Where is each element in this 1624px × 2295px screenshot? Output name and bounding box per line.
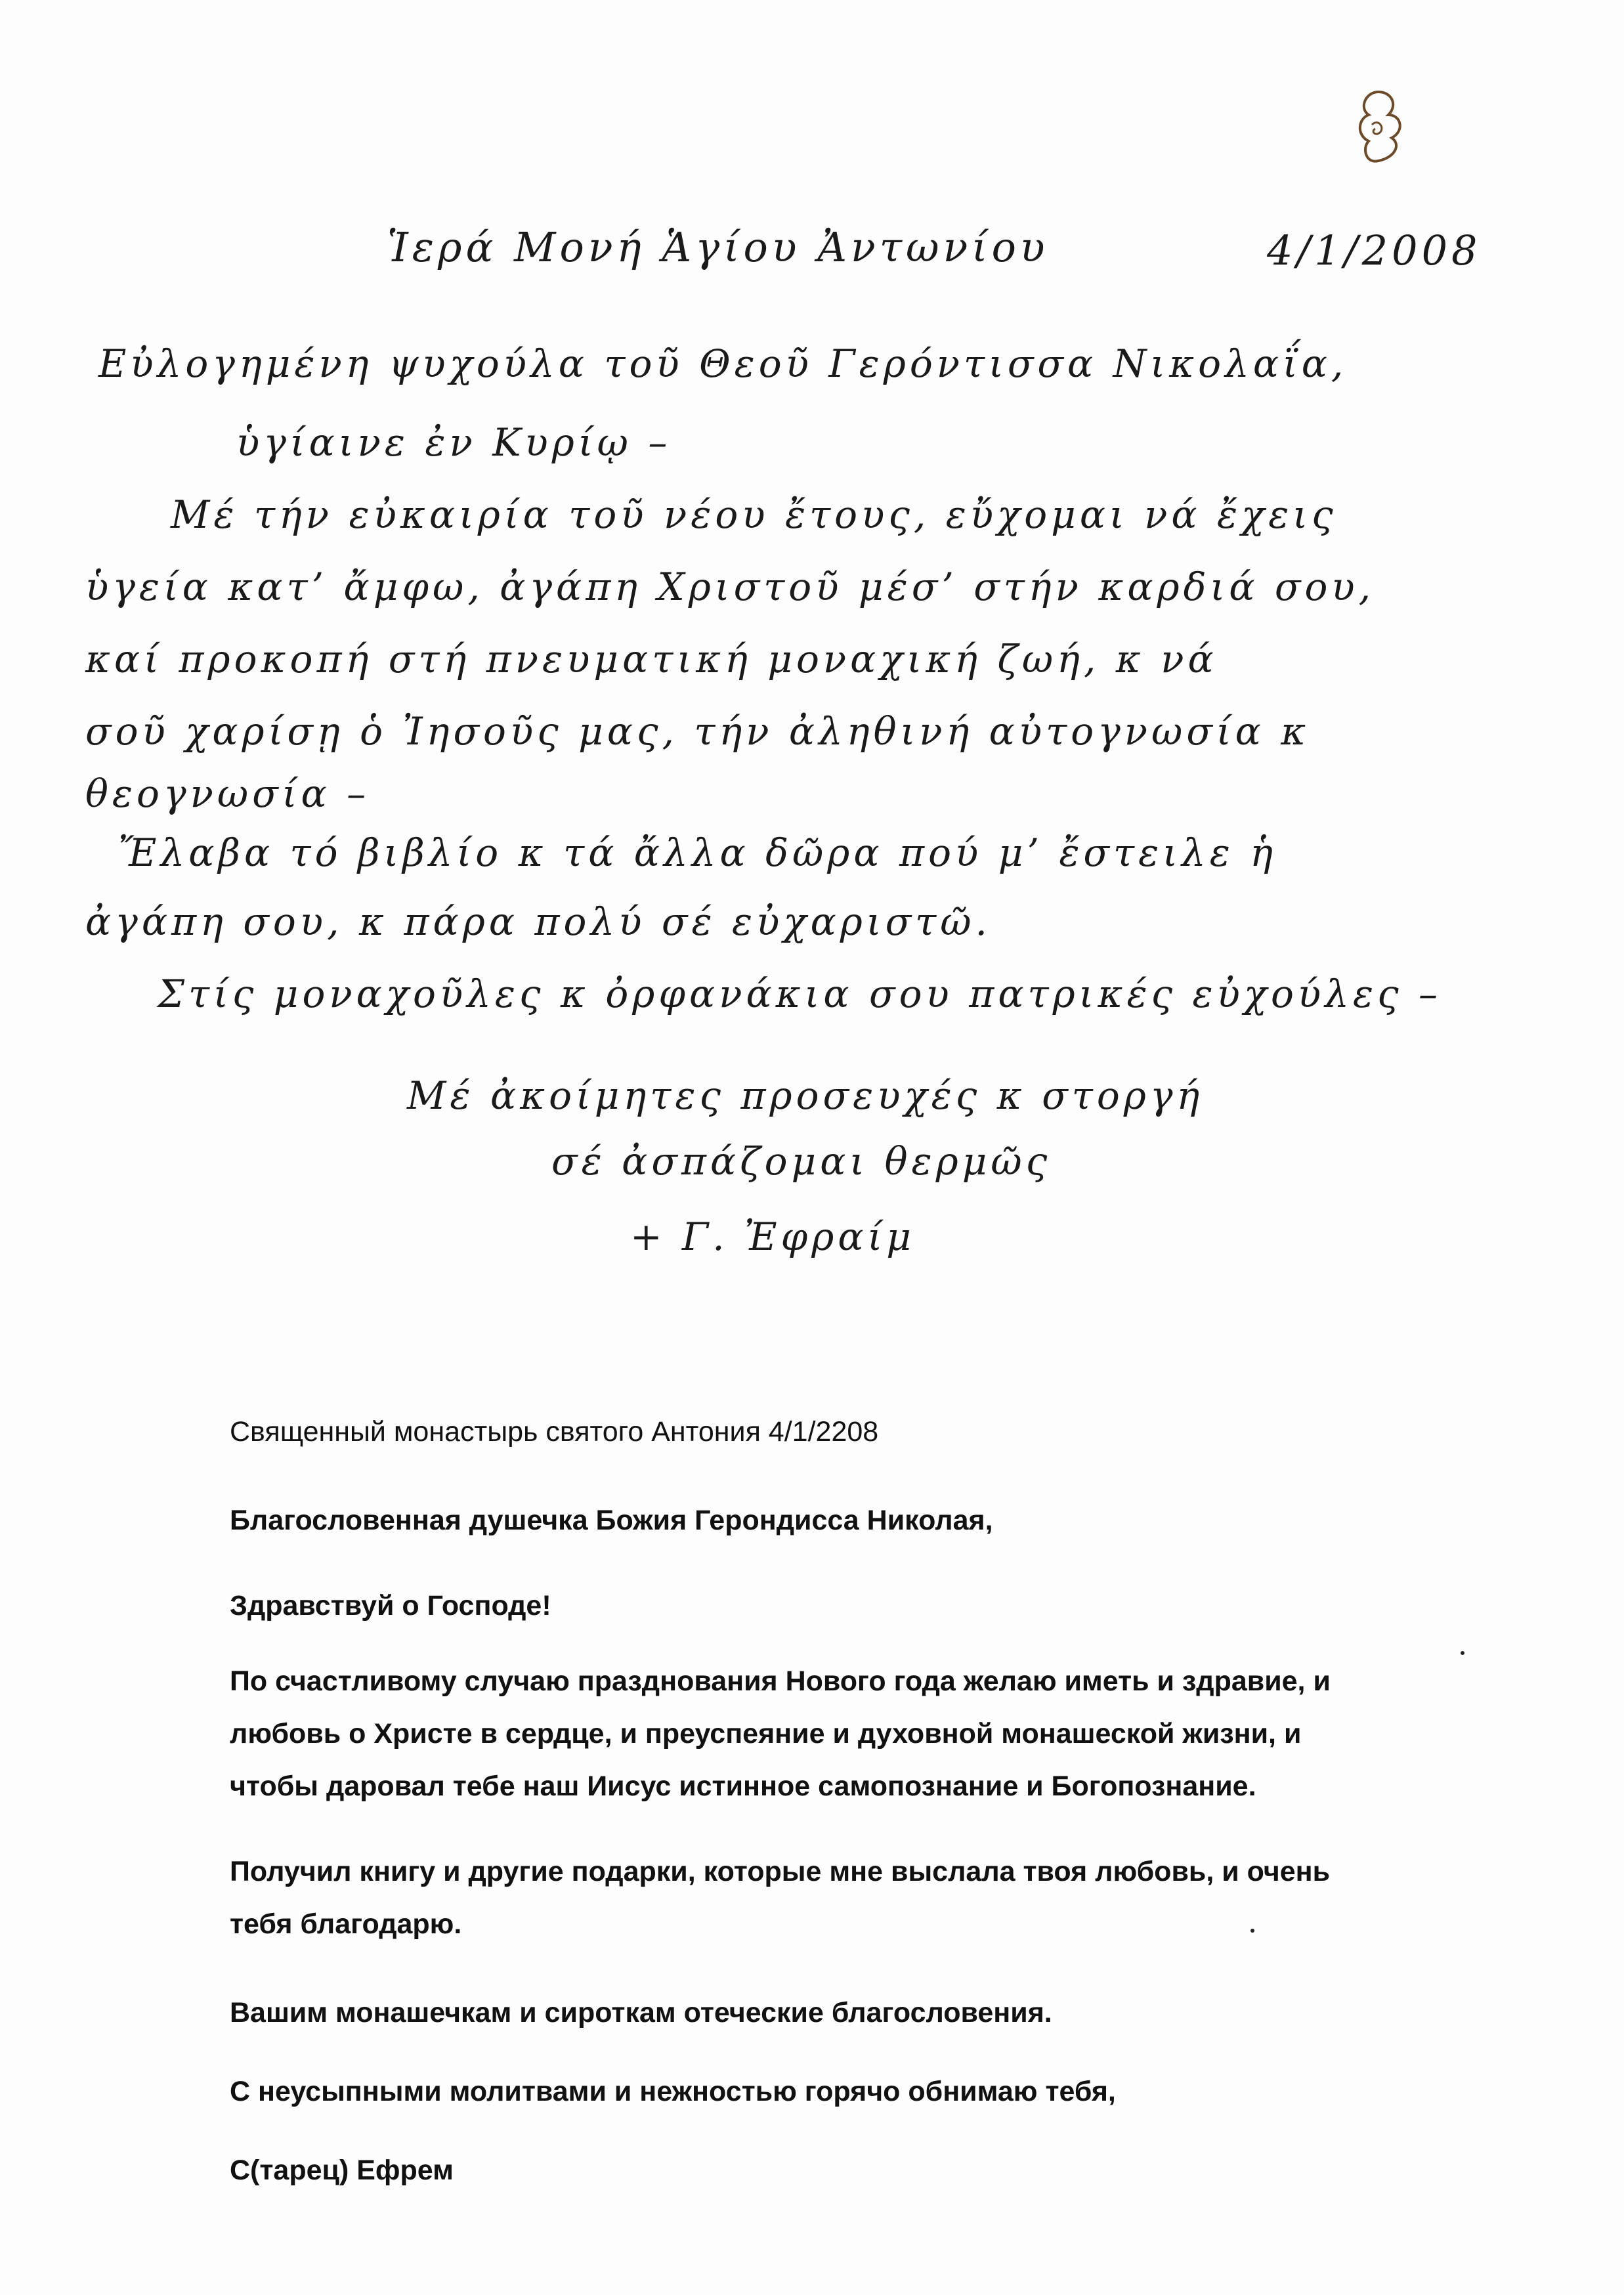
greek-line: ὑγίαινε ἐν Κυρίῳ –: [236, 420, 672, 465]
scan-speck: [1461, 1651, 1464, 1655]
russian-paragraph-1-line: любовь о Христе в сердце, и преуспеяние и духовной монашеской жизни, и: [230, 1718, 1302, 1749]
greek-closing-line: Μέ ἀκοίμητες προσευχές κ στοργή: [407, 1073, 1204, 1118]
greek-closing-line: σέ ἀσπάζομαι θερμῶς: [551, 1139, 1052, 1184]
russian-title-line: Священный монастырь святого Антония 4/1/2208: [230, 1416, 879, 1448]
russian-closing: С неусыпными молитвами и нежностью горячо обнимаю тебя,: [230, 2076, 1116, 2107]
russian-signature: С(тарец) Ефрем: [230, 2155, 454, 2186]
greek-line: ἀγάπη σου, κ πάρα πολύ σέ εὐχαριστῶ.: [85, 899, 991, 944]
russian-salutation: Здравствуй о Господе!: [230, 1590, 551, 1621]
greek-line: Εὐλογημένη ψυχούλα τοῦ Θεοῦ Γερόντισσα Νικολαΐα,: [98, 341, 1348, 386]
greek-line: θεογνωσία –: [85, 771, 370, 816]
russian-paragraph-1-line: По счастливому случаю празднования Нового года желаю иметь и здравие, и: [230, 1665, 1331, 1697]
greek-signature: + Γ. Ἐφραίμ: [630, 1214, 915, 1259]
greek-line: καί προκοπή στή πνευματική μοναχική ζωή, κ νά: [85, 637, 1218, 681]
russian-paragraph-2-line: тебя благодарю.: [230, 1908, 462, 1940]
scan-speck: [1250, 1929, 1254, 1933]
handwritten-seal-mark: [1339, 79, 1418, 177]
russian-paragraph-3: Вашим монашечкам и сироткам отеческие благословения.: [230, 1997, 1052, 2028]
greek-header-monastery: Ἱερά Μονή Ἁγίου Ἀντωνίου: [387, 223, 1049, 271]
russian-paragraph-2-line: Получил книгу и другие подарки, которые мне выслала твоя любовь, и очень: [230, 1856, 1331, 1887]
greek-line: Μέ τήν εὐκαιρία τοῦ νέου ἔτους, εὔχομαι νά ἔχεις: [171, 492, 1337, 537]
russian-greeting: Благословенная душечка Божия Герондисса Николая,: [230, 1505, 993, 1536]
russian-paragraph-1-line: чтобы даровал тебе наш Иисус истинное самопознание и Богопознание.: [230, 1770, 1256, 1802]
greek-header-date: 4/1/2008: [1267, 226, 1482, 274]
greek-line: Στίς μοναχοῦλες κ ὀρφανάκια σου πατρικές εὐχούλες –: [158, 972, 1442, 1016]
greek-line: σοῦ χαρίσῃ ὁ Ἰησοῦς μας, τήν ἀληθινή αὐτογνωσία κ: [85, 709, 1310, 754]
greek-line: ὑγεία κατ’ ἄμφω, ἀγάπη Χριστοῦ μέσ’ στήν καρδιά σου,: [85, 565, 1375, 609]
greek-line: Ἔλαβα τό βιβλίο κ τά ἄλλα δῶρα πού μ’ ἔστειλε ἡ: [118, 830, 1277, 875]
